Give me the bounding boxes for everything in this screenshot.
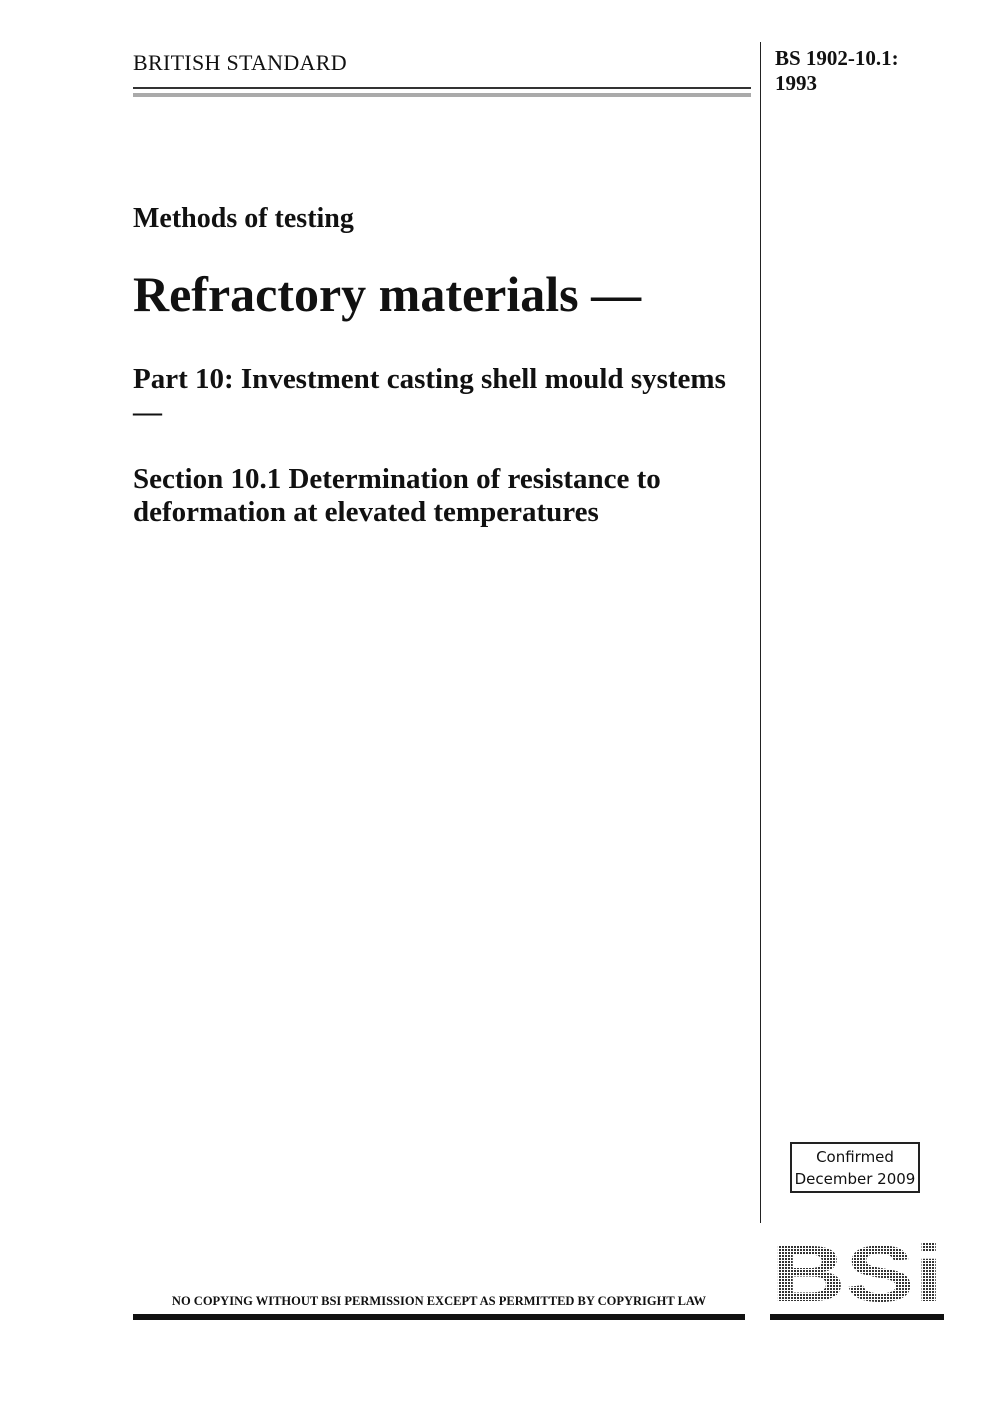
logo-rule <box>770 1314 944 1320</box>
header-rule-thin <box>133 87 751 89</box>
header-rule-thick <box>133 93 751 97</box>
section-title: Section 10.1 Determination of resistance to deformation at elevated temperatures <box>133 463 661 528</box>
bsi-logo <box>770 1243 944 1303</box>
column-divider <box>760 42 761 1223</box>
confirmed-date: December 2009 <box>794 1170 916 1188</box>
copyright-notice: NO COPYING WITHOUT BSI PERMISSION EXCEPT AS PERMITTED BY COPYRIGHT LAW <box>171 1294 707 1308</box>
svg-text:BSi: BSi <box>771 1243 943 1303</box>
confirmed-label: Confirmed <box>816 1148 894 1166</box>
standard-number <box>775 46 899 96</box>
standard-number-line2: 1993 <box>775 71 817 95</box>
standard-number-line1: BS 1902-10.1: <box>775 46 899 70</box>
confirmed-stamp <box>790 1142 920 1193</box>
footer-rule <box>133 1314 745 1320</box>
document-type-label: BRITISH STANDARD <box>133 50 347 75</box>
main-title: Refractory materials — <box>133 266 642 322</box>
methods-heading: Methods of testing <box>133 203 354 234</box>
part-title: Part 10: Investment casting shell mould systems — <box>133 363 726 428</box>
